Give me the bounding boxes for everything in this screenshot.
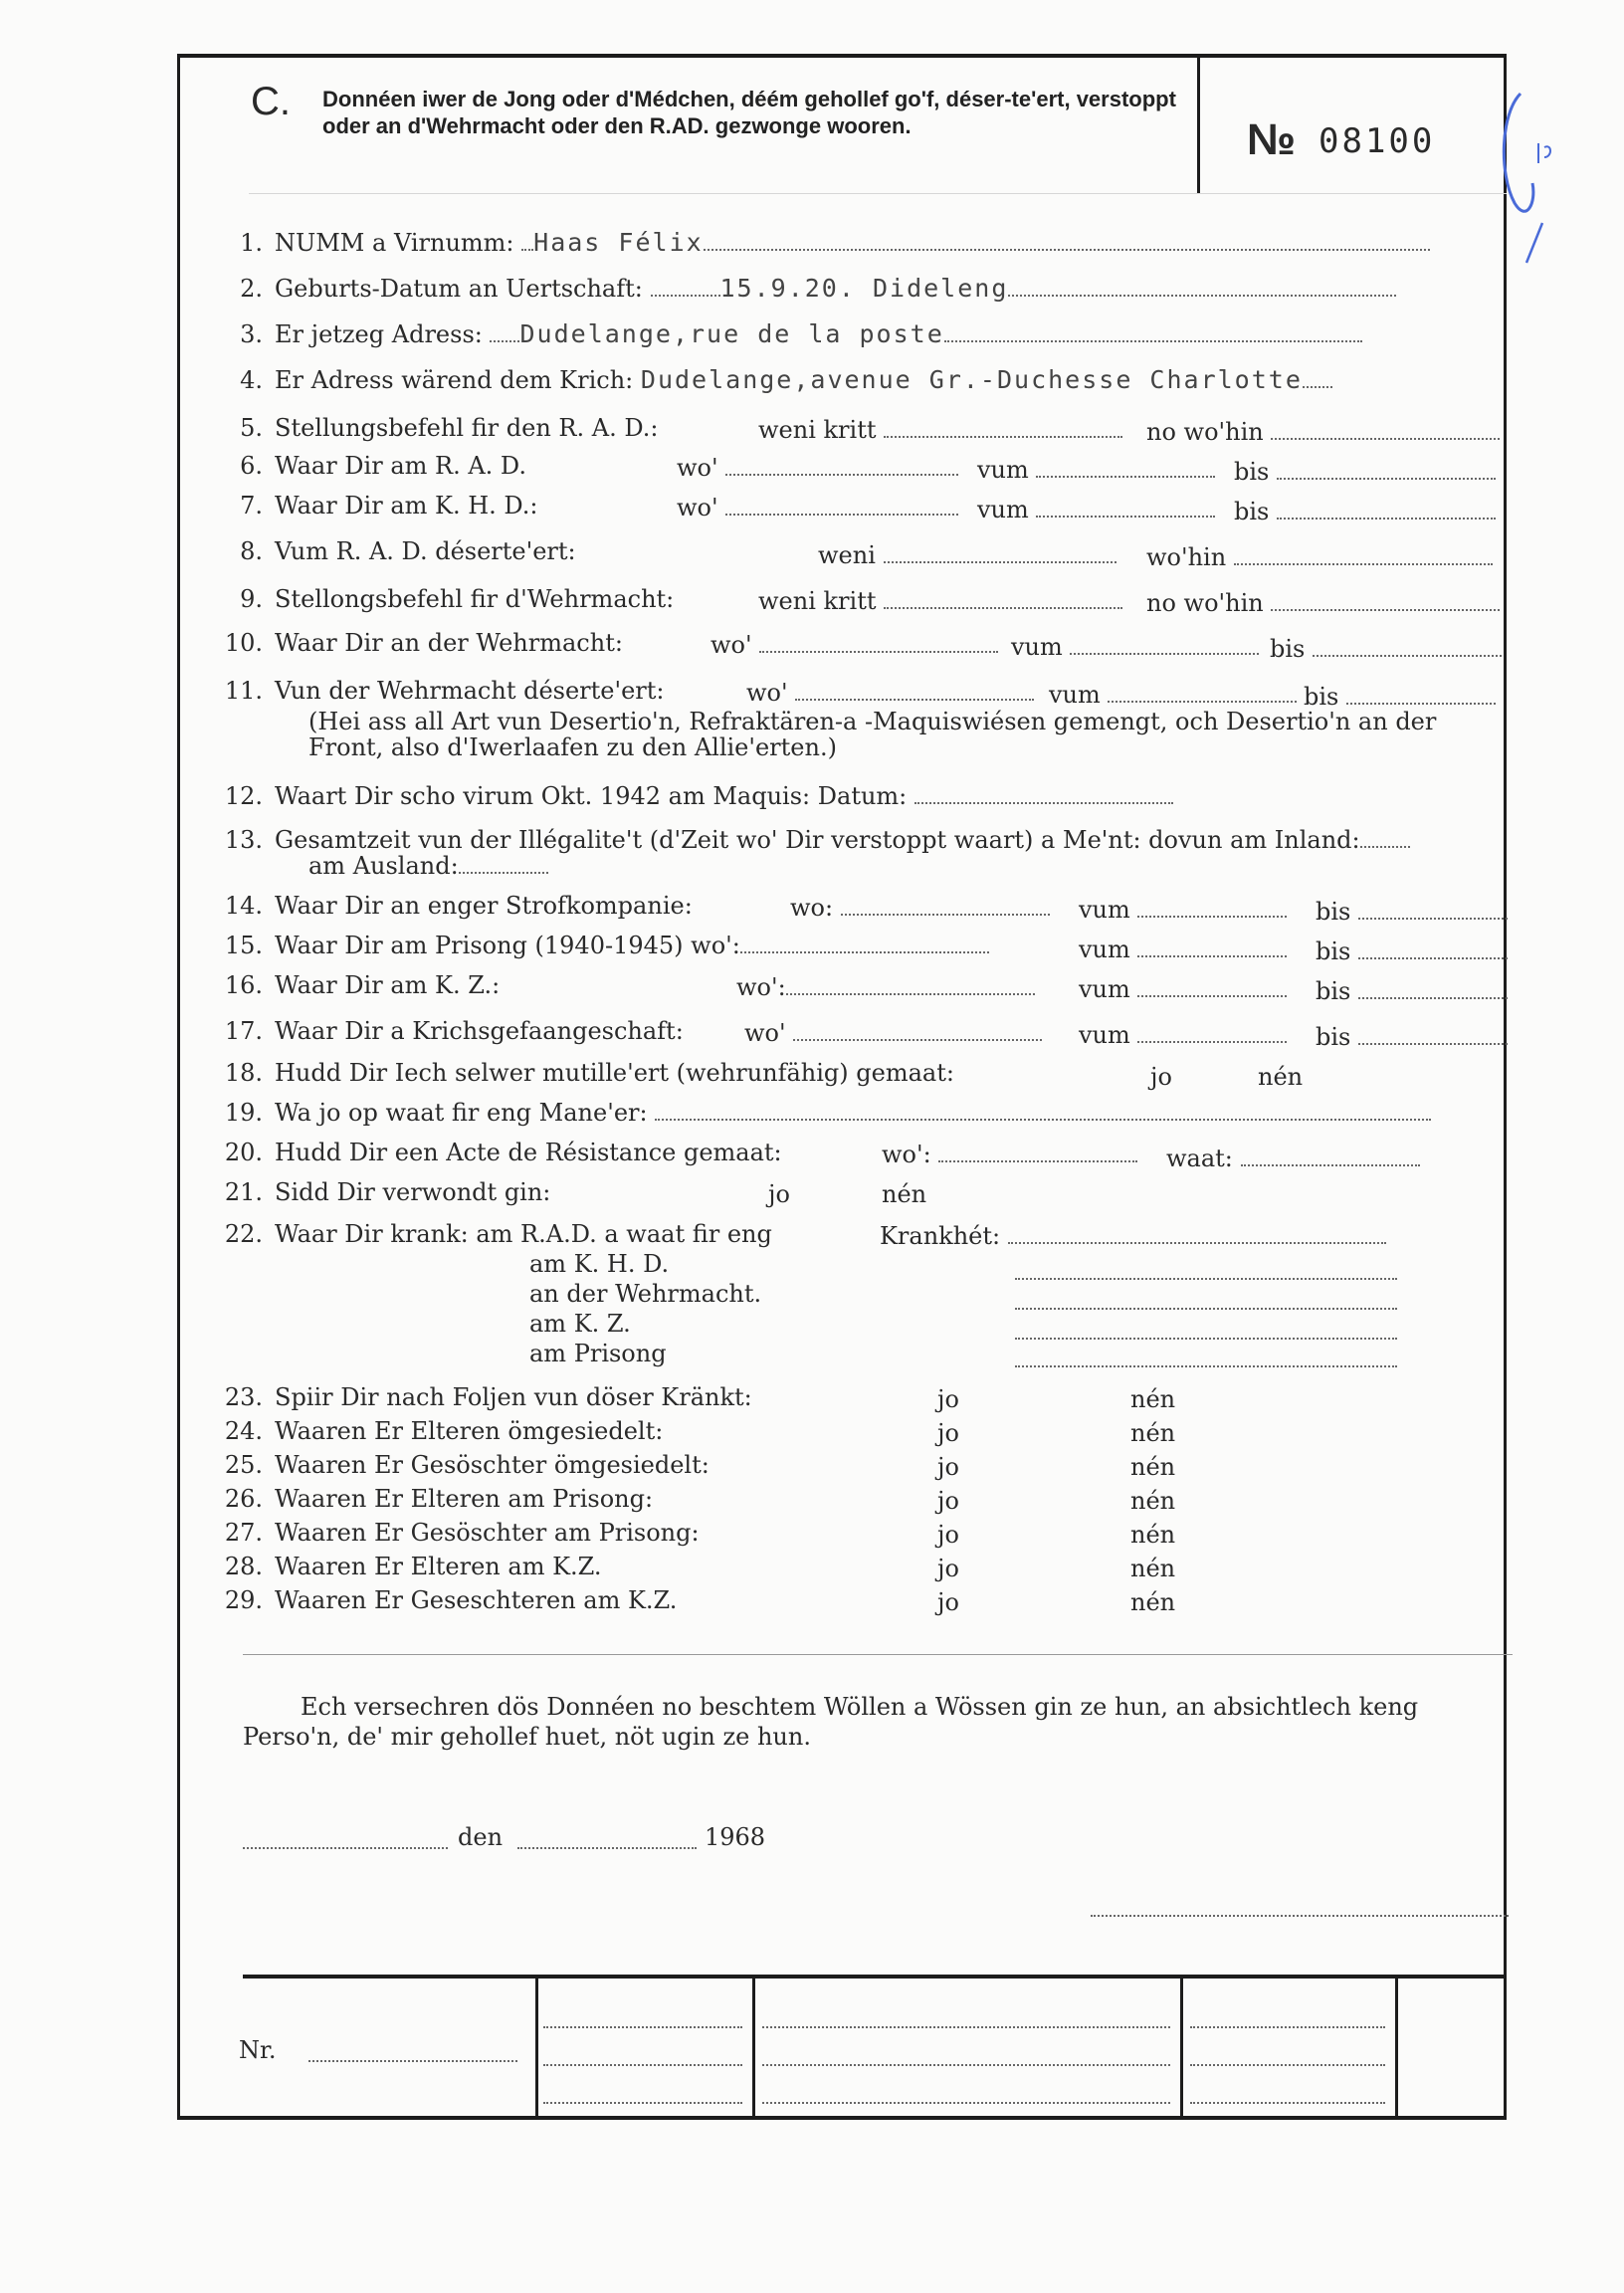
field-10: 10. Waar Dir an der Wehrmacht: [224,629,623,657]
f25-nen[interactable]: nén [1130,1453,1176,1481]
field-15: 15. Waar Dir am Prisong (1940-1945) wo': [223,932,989,959]
f16-wo-line[interactable] [786,975,1035,995]
field-24: 24. Waaren Er Elteren ömgesiedelt: [224,1417,664,1445]
field-6: 6. Waar Dir am R. A. D. [240,452,526,480]
footer-cell-line[interactable] [1190,2046,1385,2066]
field-11-note-2: Front, also d'Iwerlaafen zu den Allie'erten.) [308,733,837,761]
f17-wo-line[interactable] [793,1021,1042,1041]
f14-wo-line[interactable] [841,896,1050,916]
field-3: 3. Er jetzeg Adress: Dudelange,rue de la poste [223,320,1362,348]
f18-jo[interactable]: jo [1150,1063,1172,1091]
field-25: 25. Waaren Er Gesöschter ömgesiedelt: [224,1451,710,1479]
field-4: 4. Er Adress wärend dem Krich: Dudelange,avenue Gr.-Duchesse Charlotte [223,366,1332,394]
f10-wo-line[interactable] [759,633,998,653]
f27-nen[interactable]: nén [1130,1521,1176,1549]
field-17: 17. Waar Dir a Krichsgefaangeschaft: [224,1017,684,1045]
f6-vum-line[interactable] [1036,458,1215,478]
section-letter: C. [251,80,291,123]
field-1: 1. NUMM a Virnumm: Haas Félix [223,229,1430,257]
field-18: 18. Hudd Dir Iech selwer mutille'ert (wehrunfähig) gemaat: [224,1059,954,1087]
field-14: 14. Waar Dir an enger Strofkompanie: [224,892,693,920]
f19-line[interactable] [655,1101,1431,1121]
f16-bis-line[interactable] [1358,979,1508,999]
signature-line[interactable] [1091,1897,1509,1917]
field-11: 11. Vun der Wehrmacht déserte'ert: [224,677,665,705]
header-divider [1197,54,1200,193]
field-29: 29. Waaren Er Geseschteren am K.Z. [224,1586,678,1614]
f23-nen[interactable]: nén [1130,1385,1176,1413]
birth-value[interactable]: 15.9.20. Dideleng [719,274,1009,303]
f28-nen[interactable]: nén [1130,1555,1176,1582]
f29-nen[interactable]: nén [1130,1588,1176,1616]
f14-bis-line[interactable] [1358,900,1508,920]
date-den: den [458,1823,504,1851]
form-number: 08100 [1319,121,1436,161]
f24-jo[interactable]: jo [937,1419,959,1447]
field-7: 7. Waar Dir am K. H. D.: [240,492,538,520]
f15-vum-line[interactable] [1137,938,1287,957]
field-26: 26. Waaren Er Elteren am Prisong: [224,1485,654,1513]
date-line[interactable] [517,1829,697,1849]
header-rule [249,193,1507,194]
f5-wohin-line[interactable] [1271,420,1500,440]
field-16: 16. Waar Dir am K. Z.: [224,971,501,999]
f12-datum-line[interactable] [914,784,1173,804]
f25-jo[interactable]: jo [937,1453,959,1481]
war-address-value[interactable]: Dudelange,avenue Gr.-Duchesse Charlotte [640,365,1303,394]
field-22: 22. Waar Dir krank: am R.A.D. a waat fir eng [224,1220,772,1248]
footer-cell-line[interactable] [543,2084,742,2104]
field-9: 9. Stellongsbefehl fir d'Wehrmacht: [240,585,675,613]
name-value[interactable]: Haas Félix [533,228,704,257]
f5-weni-line[interactable] [884,418,1122,438]
handwritten-mark [1493,84,1572,273]
f24-nen[interactable]: nén [1130,1419,1176,1447]
f28-jo[interactable]: jo [937,1555,959,1582]
f8-wohin-line[interactable] [1234,545,1493,565]
f7-bis-line[interactable] [1277,500,1496,520]
f11-vum-line[interactable] [1108,683,1297,703]
footer-cell-line[interactable] [1190,2084,1385,2104]
field-2: 2. Geburts-Datum an Uertschaft: 15.9.20. Dideleng [223,275,1396,303]
f13-ausland-line[interactable] [459,854,548,874]
f20-wo-line[interactable] [938,1143,1137,1162]
f9-weni-line[interactable] [884,589,1122,609]
f22-prisong-line[interactable] [1015,1348,1397,1367]
f10-bis-line[interactable] [1313,637,1502,657]
f26-jo[interactable]: jo [937,1487,959,1515]
footer-cell-line[interactable] [543,2046,742,2066]
field-11-note-1: (Hei ass all Art vun Desertio'n, Refraktären-a -Maquiswiésen gemengt, och Desertio'n an der [308,708,1437,735]
f6-bis-line[interactable] [1277,460,1496,480]
f16-vum-line[interactable] [1137,977,1287,997]
field-21: 21. Sidd Dir verwondt gin: [224,1178,551,1206]
footer-cell-line[interactable] [762,2084,1170,2104]
field-20: 20. Hudd Dir een Acte de Résistance gemaat: [224,1139,782,1166]
f15-wo-line[interactable] [740,934,989,953]
form-title: Donnéen iwer de Jong oder d'Médchen, déém gehollef go'f, déser-te'ert, verstoppt oder an d'Wehrmacht oder den R.AD. gezwonge wooren. [322,87,1176,138]
f29-jo[interactable]: jo [937,1588,959,1616]
address-value[interactable]: Dudelange,rue de la poste [519,319,944,348]
f9-wohin-line[interactable] [1271,591,1500,611]
field-27: 27. Waaren Er Gesöschter am Prisong: [224,1519,700,1547]
f27-jo[interactable]: jo [937,1521,959,1549]
f22-wehrmacht-line[interactable] [1015,1290,1397,1310]
f26-nen[interactable]: nén [1130,1487,1176,1515]
field-5: 5. Stellungsbefehl fir den R. A. D.: [240,414,659,442]
f11-wo-line[interactable] [795,681,1034,701]
f20-waat-line[interactable] [1241,1146,1420,1166]
place-line[interactable] [243,1829,448,1849]
section-divider [243,1654,1513,1655]
f17-vum-line[interactable] [1137,1023,1287,1043]
f13-inland-line[interactable] [1360,828,1410,848]
field-23: 23. Spiir Dir nach Foljen vun döser Kränkt: [224,1383,752,1411]
footer-cell-line[interactable] [762,2046,1170,2066]
f22-rad-line[interactable] [1008,1224,1386,1244]
f6-wo-line[interactable] [725,456,958,476]
f10-vum-line[interactable] [1070,635,1259,655]
declaration-text: Ech versechren dös Donnéen no beschtem Wöllen a Wössen gin ze hun, an absichtlech keng Perso'n, de' mir gehollef huet, nöt ugin ze hun. [243,1693,1419,1751]
f21-jo[interactable]: jo [768,1180,790,1208]
form-frame [177,54,1507,2120]
f7-wo-line[interactable] [725,496,958,516]
f11-bis-line[interactable] [1346,685,1496,705]
number-sign: № [1247,115,1297,164]
field-19: 19. Wa jo op waat fir eng Mane'er: [223,1099,1431,1127]
f15-bis-line[interactable] [1358,939,1508,959]
footer-rule [243,1975,1507,1979]
footer-cell-line[interactable] [762,2008,1170,2028]
field-28: 28. Waaren Er Elteren am K.Z. [224,1553,602,1580]
f21-nen[interactable]: nén [882,1180,927,1208]
f23-jo[interactable]: jo [937,1385,959,1413]
footer-cell-line[interactable] [543,2008,742,2028]
footer-cell-line[interactable] [1190,2008,1385,2028]
f7-vum-line[interactable] [1036,498,1215,518]
f18-nen[interactable]: nén [1258,1063,1304,1091]
f17-bis-line[interactable] [1358,1025,1508,1045]
field-13: 13. Gesamtzeit vun der Illégalite't (d'Zeit wo' Dir verstoppt waart) a Me'nt: dovun am Inland: [223,826,1410,854]
field-12: 12. Waart Dir scho virum Okt. 1942 am Maquis: Datum: [223,782,1173,810]
f22-khd-line[interactable] [1015,1260,1397,1280]
footer-nr-line[interactable] [308,2042,517,2062]
field-8: 8. Vum R. A. D. déserte'ert: [240,537,576,565]
footer-nr-label: Nr. [239,2036,277,2064]
date-year: 1968 [705,1823,766,1851]
f22-kz-line[interactable] [1015,1320,1397,1340]
f14-vum-line[interactable] [1137,898,1287,918]
f8-weni-line[interactable] [884,543,1116,563]
